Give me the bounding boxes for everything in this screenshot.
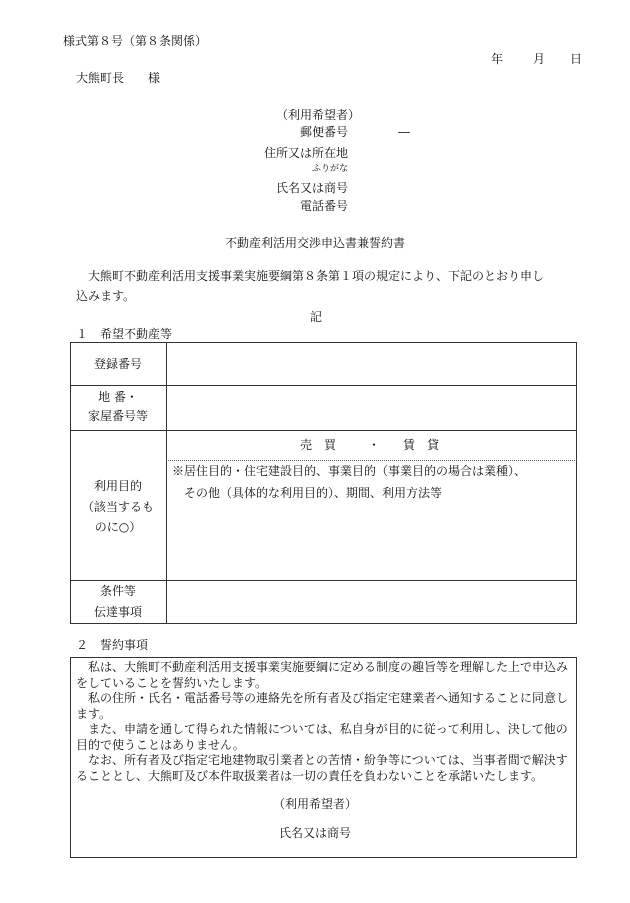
address-label: 住所又は所在地 (263, 146, 348, 160)
postal-dash: ― (398, 125, 410, 139)
date-day: 日 (570, 52, 583, 66)
section1-heading: １ 希望不動産等 (76, 327, 173, 341)
applicant-heading: （利用希望者） (275, 108, 360, 122)
intro-line-1: 大熊町不動産利活用支援事業実施要綱第８条第１項の規定により、下記のとおり申し (88, 269, 545, 283)
option-sale: 売 買 (300, 438, 337, 452)
phone-label: 電話番号 (299, 199, 348, 213)
ki-marker: 記 (310, 310, 323, 324)
purpose-note-line-1: ※居住目的・住宅建設目的、事業目的（事業目的の場合は業種）、 (172, 464, 527, 478)
furigana-label: ふりがな (311, 164, 348, 174)
pledge-text (76, 660, 571, 784)
purpose-note-line-2: その他（具体的な利用目的）、期間、利用方法等 (184, 486, 443, 500)
house-number-label: 家屋番号等 (87, 409, 148, 423)
registration-number-label: 登録番号 (93, 357, 142, 371)
postal-label: 郵便番号 (299, 125, 348, 139)
intro-line-2: 込みます。 (76, 289, 136, 303)
section2-heading: ２ 誓約事項 (76, 638, 149, 652)
usage-purpose-note-2: のに○） (94, 520, 142, 534)
option-lease: 賃 貸 (403, 438, 440, 452)
pledge-paragraph-4: なお、所有者及び指定宅地建物取引業者との苦情・紛争等については、当事者間で解決することとし、大熊町及び本件取扱業者は一切の責任を負わないことを承諾いたします。 (76, 753, 568, 783)
document-title: 不動産利活用交渉申込書兼誓約書 (224, 236, 405, 250)
pledge-paragraph-3: また、申請を通して得られた情報については、私自身が目的に従って利用し、決して他の目的で使うことはありません。 (76, 722, 568, 752)
addressee: 大熊町長 様 (76, 71, 161, 85)
table-row-divider (70, 430, 577, 431)
usage-purpose-label: 利用目的 (93, 479, 142, 493)
date-month: 月 (533, 52, 546, 66)
pledge-applicant-heading: （利用希望者） (272, 797, 357, 811)
option-separator-line (166, 460, 577, 461)
conditions-label-2: 伝達事項 (93, 605, 142, 619)
name-label: 氏名又は商号 (275, 181, 348, 195)
pledge-name-label: 氏名又は商号 (278, 826, 351, 840)
lot-number-label: 地 番・ (98, 390, 138, 404)
pledge-paragraph-2: 私の住所・氏名・電話番号等の連絡先を所有者及び指定宅建業者へ通知することに同意します。 (76, 691, 569, 721)
pledge-paragraph-1: 私は、大熊町不動産利活用支援事業実施要綱に定める制度の趣旨等を理解した上で申込みをしていることを誓約いたします。 (76, 660, 569, 690)
option-separator: ・ (368, 438, 381, 452)
form-number: 様式第８号（第８条関係） (63, 34, 208, 48)
date-year: 年 (491, 52, 504, 66)
usage-purpose-note: （該当するも (81, 500, 154, 514)
conditions-label: 条件等 (99, 584, 136, 598)
